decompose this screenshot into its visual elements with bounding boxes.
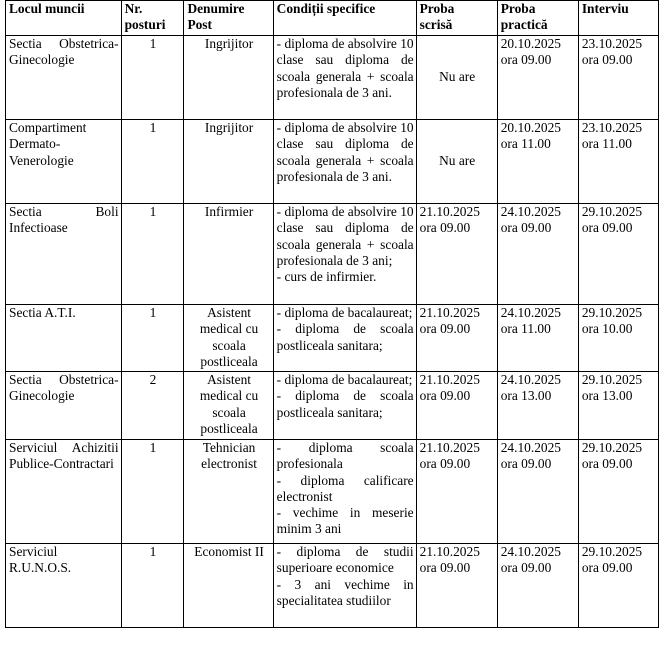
cell-prac xyxy=(497,305,578,372)
cell-intv xyxy=(578,305,658,372)
cell-intv xyxy=(578,204,658,305)
prac-date: 20.10.2025 xyxy=(500,36,561,51)
table-row xyxy=(6,440,659,544)
intv-date: 29.10.2025 xyxy=(581,440,643,455)
prac-time: ora 11.00 xyxy=(500,136,551,152)
intv-date: 29.10.2025 xyxy=(581,204,643,219)
intv-date: 23.10.2025 xyxy=(581,120,643,135)
table-row xyxy=(6,120,659,204)
header-scris xyxy=(416,1,497,36)
header-nr xyxy=(121,1,184,36)
cell-nr: 1 xyxy=(121,305,184,372)
cond-line: - diploma de scoala postliceala sanitara; xyxy=(276,388,414,420)
cell-loc: Compartiment Dermato-Venerologie xyxy=(6,120,122,204)
cell-intv xyxy=(578,544,658,628)
cell-scris xyxy=(416,305,497,372)
header-nr-line2: posturi xyxy=(124,17,166,33)
cond-line: - diploma calificare electronist xyxy=(276,472,414,504)
prac-date: 24.10.2025 xyxy=(500,372,561,387)
prac-date: 20.10.2025 xyxy=(500,120,561,135)
cell-intv xyxy=(578,36,658,120)
cond-line: - diploma de absolvire 10 clase sau diploma de scoala generala + scoala profesionala de 3 ani; xyxy=(276,204,414,268)
cell-intv xyxy=(578,372,658,440)
header-post-line1: Denumire xyxy=(187,1,245,16)
cell-nr: 1 xyxy=(121,120,184,204)
table-row xyxy=(6,204,659,305)
cell-loc: Sectia Obstetrica-Ginecologie xyxy=(6,36,122,120)
cell-prac xyxy=(497,440,578,544)
cell-cond xyxy=(273,544,416,628)
prac-date: 24.10.2025 xyxy=(500,440,561,455)
intv-time: ora 13.00 xyxy=(581,388,633,404)
job-openings-table xyxy=(5,0,659,628)
prac-time: ora 11.00 xyxy=(500,321,551,337)
cell-cond xyxy=(273,372,416,440)
scris-time: ora 09.00 xyxy=(419,388,471,404)
header-prac xyxy=(497,1,578,36)
cell-nr: 1 xyxy=(121,204,184,305)
header-post-line2: Post xyxy=(187,17,212,33)
cond-line: - 3 ani vechime in specialitatea studiilor xyxy=(276,576,414,608)
cell-scris xyxy=(416,544,497,628)
header-post xyxy=(184,1,273,36)
cond-line: - diploma scoala profesionala xyxy=(276,440,414,472)
cell-post: Ingrijitor xyxy=(184,36,273,120)
cell-scris: Nu are xyxy=(416,36,497,120)
scris-date: 21.10.2025 xyxy=(419,305,480,320)
prac-date: 24.10.2025 xyxy=(500,544,561,559)
table-row xyxy=(6,36,659,120)
cell-loc: Sectia Boli Infectioase xyxy=(6,204,122,305)
cell-nr: 1 xyxy=(121,544,184,628)
cell-loc: Serviciul Achizitii Publice-Contractari xyxy=(6,440,122,544)
cell-intv xyxy=(578,440,658,544)
cond-line: - diploma de scoala postliceala sanitara; xyxy=(276,321,414,353)
cell-loc: Serviciul R.U.N.O.S. xyxy=(6,544,122,628)
cell-intv xyxy=(578,120,658,204)
intv-date: 23.10.2025 xyxy=(581,36,643,51)
prac-time: ora 09.00 xyxy=(500,456,552,472)
cell-loc: Sectia A.T.I. xyxy=(6,305,122,372)
cell-post: Ingrijitor xyxy=(184,120,273,204)
table-row xyxy=(6,372,659,440)
header-cond: Condiții specifice xyxy=(273,1,416,36)
cond-line: - curs de infirmier. xyxy=(276,269,377,285)
prac-time: ora 09.00 xyxy=(500,220,552,236)
cond-line: - diploma de bacalaureat; xyxy=(276,305,413,320)
prac-time: ora 13.00 xyxy=(500,388,552,404)
scris-date: 21.10.2025 xyxy=(419,204,480,219)
cell-scris xyxy=(416,440,497,544)
scris-time: ora 09.00 xyxy=(419,456,471,472)
header-row xyxy=(6,1,659,36)
prac-date: 24.10.2025 xyxy=(500,204,561,219)
cell-nr: 2 xyxy=(121,372,184,440)
cell-cond: - diploma de absolvire 10 clase sau diploma de scoala generala + scoala profesionala de 3 ani. xyxy=(273,120,416,204)
cell-post: Tehnician electronist xyxy=(184,440,273,544)
scris-date: 21.10.2025 xyxy=(419,544,480,559)
intv-time: ora 09.00 xyxy=(581,456,633,472)
cell-prac xyxy=(497,544,578,628)
intv-time: ora 09.00 xyxy=(581,220,633,236)
scris-time: ora 09.00 xyxy=(419,560,471,576)
header-prac-line2: practică xyxy=(500,17,548,33)
cell-post: Asistent medical cu scoala postliceala xyxy=(184,372,273,440)
intv-date: 29.10.2025 xyxy=(581,305,643,320)
cond-line: - diploma de bacalaureat; xyxy=(276,372,413,387)
table-row xyxy=(6,305,659,372)
cell-cond xyxy=(273,204,416,305)
scris-date: 21.10.2025 xyxy=(419,440,480,455)
cell-loc: Sectia Obstetrica-Ginecologie xyxy=(6,372,122,440)
cell-nr: 1 xyxy=(121,36,184,120)
cond-line: - diploma de studii superioare economice xyxy=(276,544,414,576)
cell-post: Asistent medical cu scoala postliceala xyxy=(184,305,273,372)
cell-prac xyxy=(497,120,578,204)
cell-post: Economist II xyxy=(184,544,273,628)
scris-date: 21.10.2025 xyxy=(419,372,480,387)
cell-cond: - diploma de absolvire 10 clase sau diploma de scoala generala + scoala profesionala de 3 ani. xyxy=(273,36,416,120)
cell-prac xyxy=(497,36,578,120)
header-scris-line2: scrisă xyxy=(419,17,453,33)
scris-time: ora 09.00 xyxy=(419,321,471,337)
cond-line: - vechime in meserie minim 3 ani xyxy=(276,505,414,537)
intv-date: 29.10.2025 xyxy=(581,372,643,387)
scris-time: ora 09.00 xyxy=(419,220,471,236)
cell-cond xyxy=(273,305,416,372)
header-loc: Locul muncii xyxy=(6,1,122,36)
intv-time: ora 09.00 xyxy=(581,52,633,68)
prac-time: ora 09.00 xyxy=(500,52,552,68)
intv-time: ora 09.00 xyxy=(581,560,633,576)
header-intv: Interviu xyxy=(578,1,658,36)
intv-time: ora 11.00 xyxy=(581,136,632,152)
cell-post: Infirmier xyxy=(184,204,273,305)
header-nr-line1: Nr. xyxy=(124,1,143,16)
prac-date: 24.10.2025 xyxy=(500,305,561,320)
prac-time: ora 09.00 xyxy=(500,560,552,576)
table-row xyxy=(6,544,659,628)
cell-prac xyxy=(497,372,578,440)
cell-scris: Nu are xyxy=(416,120,497,204)
cell-scris xyxy=(416,204,497,305)
cell-prac xyxy=(497,204,578,305)
cell-cond xyxy=(273,440,416,544)
intv-date: 29.10.2025 xyxy=(581,544,643,559)
intv-time: ora 10.00 xyxy=(581,321,633,337)
cell-nr: 1 xyxy=(121,440,184,544)
header-prac-line1: Proba xyxy=(500,1,536,16)
header-scris-line1: Proba xyxy=(419,1,455,16)
cell-scris xyxy=(416,372,497,440)
